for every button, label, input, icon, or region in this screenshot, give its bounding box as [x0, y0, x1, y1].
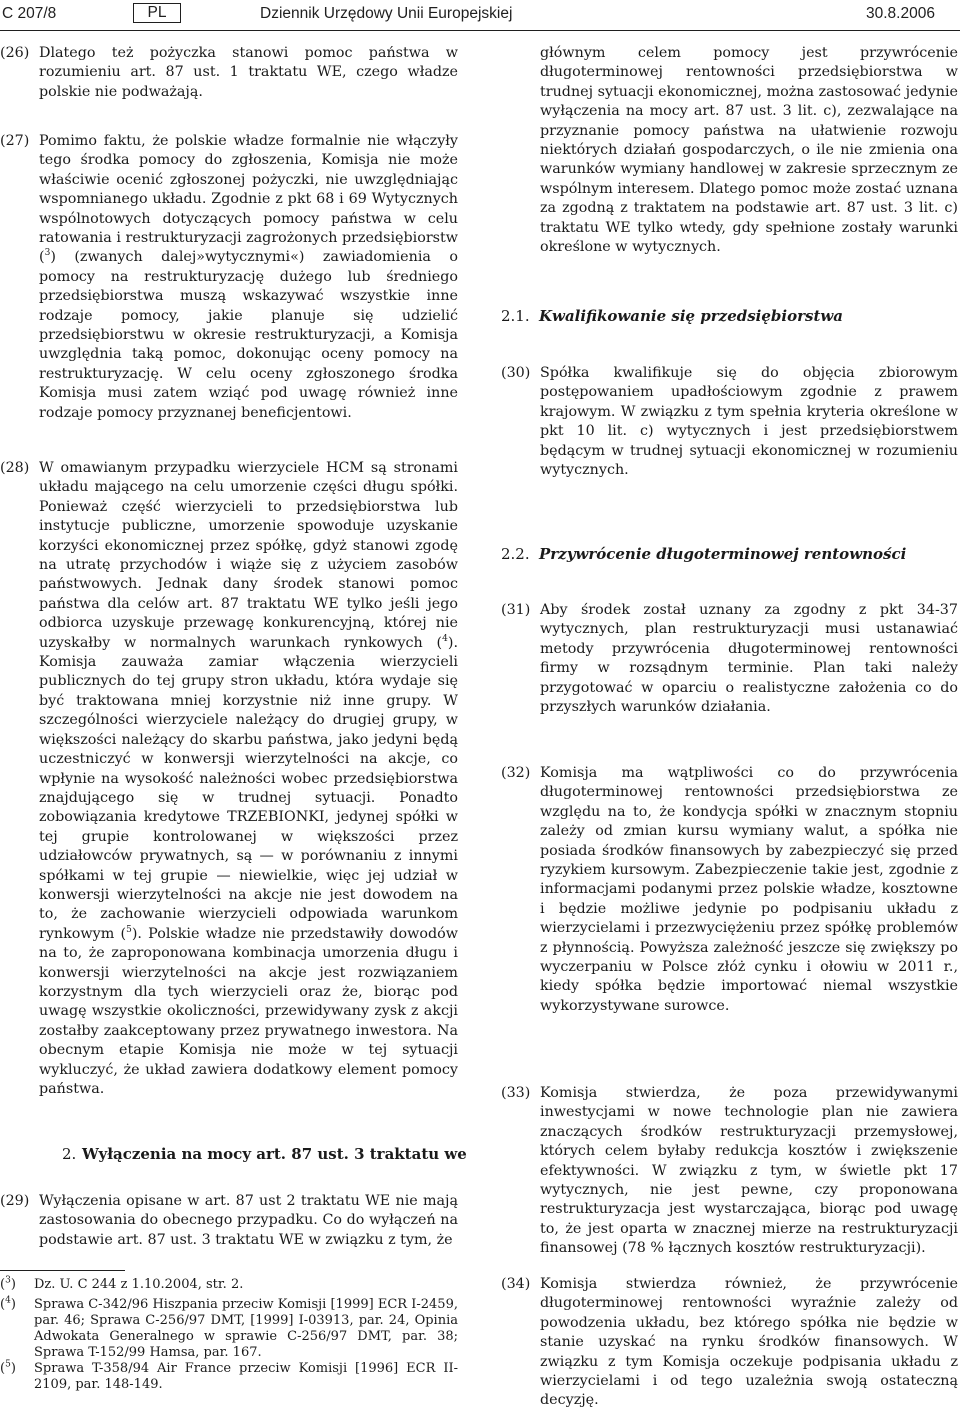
footnote-text: Sprawa C-342/96 Hiszpania przeciw Komisji [1999] ECR I-2459, par. 46; Sprawa C-256/97 DMT, [1999] I-03913, par. 24, Opinia Adwokata Generalnego w sprawie C-256/97 DMT, par. 38; Sprawa T-152/99 Hamsa, par. 167. [34, 1297, 458, 1360]
header-rule [0, 30, 960, 31]
footnote-ref[interactable]: 4 [442, 633, 448, 644]
footnote-text: Dz. U. C 244 z 1.10.2004, str. 2. [34, 1277, 244, 1292]
section-number: 2.1. [501, 307, 530, 325]
paragraph-text: Komisja ma wątpliwości co do przywrócenia długoterminowej rentowności przedsiębiorstwa ze względu na to, że kondycja spółki w znacznym stopniu zależy od zmian kursu wymiany walut, a spółka nie posiada środków finansowych by zabezpieczyć się przed ryzykiem kursowym. Zabezpieczenie takie jest, zgodnie z informacjami podanymi przez polskie władze, kosztowne i będzie możliwe jedynie po podpisaniu układu z wierzycielami i przezwyciężeniu przez spółkę problemów z płynnością. Powyższa zależność jeszcze się zwiększy po wyczerpaniu w Polsce złóż cynku i ołowiu w 2011 r., kiedy spółka będzie importować niemal wszystkie wykorzystywane surowce. [540, 765, 958, 1014]
language-badge: PL [133, 3, 181, 23]
footnote-4 [0, 1297, 458, 1361]
footnote-5 [0, 1361, 458, 1393]
paragraph-27 [0, 132, 458, 423]
paragraph-number: (27) [0, 133, 30, 149]
section-title: Wyłączenia na mocy art. 87 ust. 3 traktatu we [82, 1145, 467, 1163]
paragraph-29 [0, 1192, 458, 1250]
paragraph-number: (32) [501, 765, 531, 781]
footnote-mark: ($^4$) [0, 1295, 16, 1312]
page-header [0, 0, 960, 30]
journal-title: Dziennik Urzędowy Unii Europejskiej [260, 5, 513, 22]
paragraph-number: (28) [0, 460, 30, 476]
footnote-text: Sprawa T-358/94 Air France przeciw Komisji [1996] ECR II-2109, par. 148-149. [34, 1361, 458, 1392]
footnote-mark: ($^3$) [0, 1275, 16, 1292]
section-number: 2. [62, 1145, 77, 1163]
section-title: Kwalifikowanie się przedsiębiorstwa [539, 307, 844, 325]
paragraph-text: Komisja stwierdza, że poza przewidywanymi inwestycjami w nowe technologie plan nie zawiera znaczących środków restrukturyzacji przemysłowej, których celem byłaby redukcja kosztów i zwiększenie efektywności. W związku z tym, w świetle pkt 17 wytycznych, nie jest pewne, czy proponowana restrukturyzacja jest wystarczająca, biorąc pod uwagę to, że jest oparta w znacznej mierze na restrukturyzacji finansowej (78 % łącznych kosztów restrukturyzacji). [540, 1085, 958, 1257]
page-reference: C 207/8 [2, 5, 57, 22]
footnote-ref[interactable]: 3 [44, 248, 51, 259]
paragraph-32 [501, 764, 958, 1016]
footnote-rule [0, 1270, 125, 1271]
paragraph-text: Aby środek został uznany za zgodny z pkt 34-37 wytycznych, plan restrukturyzacji musi ustanawiać metody przywrócenia długoterminowej rentowności firmy w rozsądnym terminie. Plan taki należy przygotować w oparciu o realistyczne założenia co do przyszłych warunków działania. [540, 602, 958, 716]
paragraph-34 [501, 1275, 958, 1411]
paragraph-number: (33) [501, 1085, 531, 1101]
paragraph-26 [0, 44, 458, 102]
paragraph-number: (30) [501, 365, 531, 381]
paragraph-text: Spółka kwalifikuje się do objęcia zbiorowym postępowaniem upadłościowym zgodnie z prawem krajowym. W związku z tym spełnia kryteria określone w pkt 10 lit. c) wytycznych i jest przedsiębiorstwem będącym w trudnej sytuacji ekonomicznej w rozumieniu wytycznych. [540, 365, 958, 479]
footnote-mark: ($^5$) [0, 1359, 16, 1376]
footnote-ref[interactable]: 5 [126, 924, 132, 935]
left-column [0, 44, 467, 1397]
publication-date: 30.8.2006 [866, 5, 935, 22]
continuation-paragraph [501, 44, 958, 257]
paragraph-30 [501, 364, 958, 480]
paragraph-text: ) (zwanych dalej»wytycznymi«) zawiadomienia o pomocy na restrukturyzację dużego lub średniego przedsiębiorstwa muszą wskazywać wszystkie inne rodzaje pomocy, jakie planuje się udzielić przedsiębiorstwu w okresie restrukturyzacji, a Komisja uwzględnia taką pomoc, dokonując oceny pomocy na restrukturyzację. W celu oceny zgłoszonego środka Komisja musi zatem wziąć pod uwagę również inne rodzaje pomocy przyznanej beneficjentowi. [39, 249, 458, 421]
right-column [501, 44, 958, 1409]
paragraph-text: ). Komisja zauważa zamiar włączenia wierzycieli publicznych do tej grupy stron układu, która wydaje się być traktowana mniej korzystnie niż inne grupy. W szczególności wierzyciele należący do drugiej grupy, w większości należący do skarbu państwa, jako jedyni będą uczestniczyć w konwersji wierzytelności na akcje, co wpłynie na wysokość należności wobec przedsiębiorstwa znajdującego się w trudnej sytuacji. Ponadto zobowiązania kredytowe TRZEBIONKI, jedynej spółki w tej grupie kontrolowanej w większości przez udziałowców prywatnych, są — w porównaniu z innymi spółkami w tej grupie — niewielkie, więc jej udział w konwersji wierzytelności na akcje nie jest dowodem na to, że zachowanie wierzycieli odpowiada warunkom rynkowym ( [39, 634, 458, 942]
paragraph-text: Wyłączenia opisane w art. 87 ust 2 traktatu WE nie mają zastosowania do obecnego przypadku. Co do wyłączeń na podstawie art. 87 ust. 3 traktatu WE w związku z tym, że [39, 1193, 458, 1248]
paragraph-31 [501, 601, 958, 717]
paragraph-text: Dlatego też pożyczka stanowi pomoc państwa w rozumieniu art. 87 ust. 1 traktatu WE, czego władze polskie nie podważają. [39, 45, 458, 100]
paragraph-number: (34) [501, 1276, 531, 1292]
paragraph-text: Komisja stwierdza również, że przywrócenie długoterminowej rentowności wyraźnie zależy od powodzenia układu, bez którego spółka nie będzie w stanie uzyskać na rynku środków finansowych. W związku z tym Komisja oczekuje podpisania układu z wierzycielami i od tego uzależnia swoją ostateczną decyzję. [540, 1276, 958, 1409]
paragraph-number: (31) [501, 602, 531, 618]
section-number: 2.2. [501, 545, 530, 563]
paragraph-text: W omawianym przypadku wierzyciele HCM są stronami układu mającego na celu umorzenie części długu spółki. Ponieważ część wierzycieli to przedsiębiorstwa lub instytucje publiczne, umorzenie spowoduje uzyskanie korzyści ekonomicznej przez spółkę, gdyż stanowi zgodę na utratę przychodów i wiąże się z użyciem zasobów państwowych. Jednak dany środek stanowi pomoc państwa dla celów art. 87 traktatu WE tylko jeśli jego odbiorca uzyskuje przewagę konkurencyjną, której nie uzyskałby w normalnych warunkach rynkowych ( [39, 460, 458, 651]
paragraph-33 [501, 1084, 958, 1259]
paragraph-28 [0, 459, 458, 1099]
section-title: Przywrócenie długoterminowej rentowności [539, 545, 907, 563]
footnote-3 [0, 1277, 458, 1293]
paragraph-text: Pomimo faktu, że polskie władze formalnie nie włączyły tego środka pomocy do zgłoszenia, Komisja nie może właściwie ocenić zgłoszonej pożyczki, nie uwzględniając wspomnianego układu. Zgodnie z pkt 68 i 69 Wytycznych wspólnotowych dotyczących pomocy państwa w celu ratowania i restrukturyzacji zagrożonych przedsiębiorstw ( [39, 133, 458, 266]
paragraph-text: ). Polskie władze nie przedstawiły dowodów na to, że zaproponowana kombinacja umorzenia długu i konwersji wierzytelności na akcje jest rozwiązaniem korzystnym dla tych wierzycieli oraz że, biorąc pod uwagę wszystkie okoliczności, przewidywany zysk z akcji zostałby zaakceptowany przez prywatnego inwestora. Na obecnym etapie Komisja nie może w tej sytuacji wykluczyć, że układ zawiera dodatkowy element pomocy państwa. [39, 925, 458, 1097]
paragraph-number: (26) [0, 45, 30, 61]
paragraph-number: (29) [0, 1193, 30, 1209]
paragraph-text: głównym celem pomocy jest przywrócenie długoterminowej rentowności przedsiębiorstwa w trudnej sytuacji ekonomicznej, można zastosować jedynie wyłączenia na mocy art. 87 ust. 3 lit. c), zezwalające na przyznanie pomocy państwa na ułatwienie rozwoju niektórych działań gospodarczych, o ile nie zmienia ona warunków wymiany handlowej w zakresie sprzecznym ze wspólnym interesem. Dlatego pomoc może zostać uznana za zgodną z traktatem na podstawie art. 87 ust. 3 lit. c) traktatu WE tylko wtedy, gdy spełnione zostały warunki określone w wytycznych. [540, 45, 958, 256]
